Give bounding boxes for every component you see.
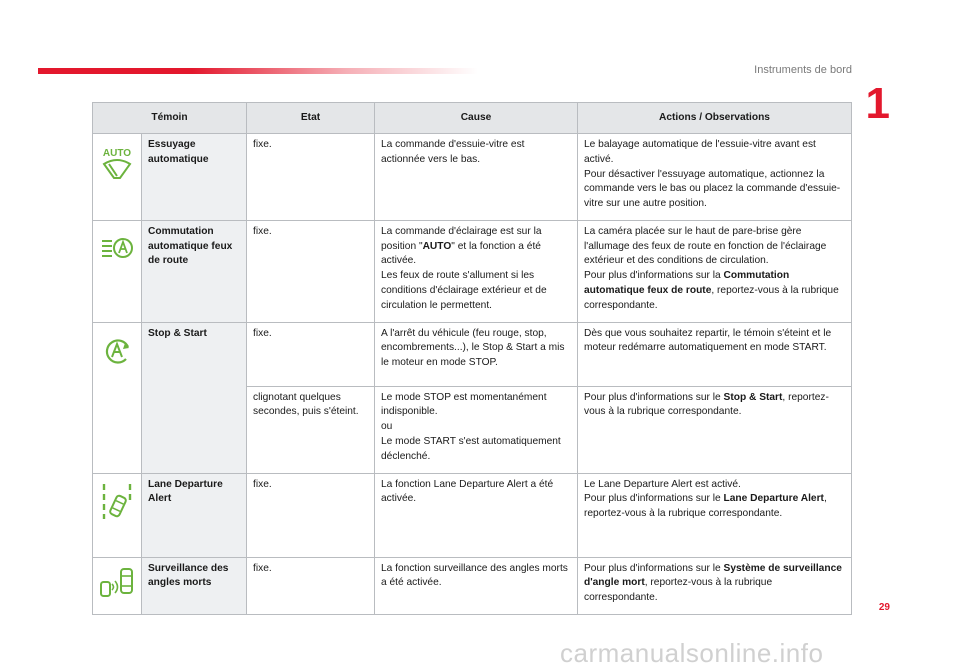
row-state: fixe. — [247, 557, 375, 614]
actions-text: Le Lane Departure Alert est activé. Pour plus d'informations sur le — [584, 478, 741, 505]
actions-text: , reportez-vous à la rubrique correspondante. — [584, 493, 827, 520]
actions-bold: Stop & Start — [723, 391, 783, 403]
header-red-bar — [38, 68, 478, 74]
row-name: Lane Departure Alert — [142, 473, 247, 557]
row-name: Commutation automatique feux de route — [142, 220, 247, 322]
header-cause: Cause — [375, 103, 578, 134]
auto-wiper-icon — [100, 144, 134, 182]
icon-cell — [93, 557, 142, 614]
actions-text: , reportez-vous à la rubrique correspondante. — [584, 577, 773, 604]
row-cause: A l'arrêt du véhicule (feu rouge, stop, encombrements...), le Stop & Start a mis le moteur en mode STOP. — [375, 322, 578, 386]
row-cause — [375, 220, 578, 322]
warning-lights-table — [92, 102, 852, 615]
row-state: fixe. — [247, 134, 375, 221]
actions-text: , reportez-vous à la rubrique correspondante. — [584, 391, 829, 418]
page-number: 29 — [878, 602, 890, 613]
stop-start-icon — [102, 337, 132, 365]
row-name: Stop & Start — [142, 322, 247, 473]
row-cause: La commande d'essuie-vitre est actionnée vers le bas. — [375, 134, 578, 221]
row-state: fixe. — [247, 473, 375, 557]
table-row — [93, 557, 852, 614]
table-row — [93, 220, 852, 322]
actions-bold: Système de surveillance d'angle mort — [584, 562, 842, 589]
row-state: clignotant quelques secondes, puis s'éteint. — [247, 386, 375, 473]
table-row — [93, 134, 852, 221]
cause-bold: AUTO — [422, 240, 452, 252]
chapter-number: 1 — [865, 79, 890, 128]
row-actions: Dès que vous souhaitez repartir, le témoin s'éteint et le moteur redémarre automatiquement en mode START. — [578, 322, 852, 386]
section-title: Instruments de bord — [754, 64, 852, 76]
actions-bold: Lane Departure Alert — [723, 493, 824, 505]
row-cause: Le mode STOP est momentanément indisponible. ou Le mode START s'est automatiquement déclenché. — [375, 386, 578, 473]
row-actions — [578, 386, 852, 473]
row-state: fixe. — [247, 220, 375, 322]
actions-text: , reportez-vous à la rubrique correspondante. — [584, 285, 839, 311]
row-cause: La fonction surveillance des angles morts a été activée. — [375, 557, 578, 614]
icon-cell — [93, 473, 142, 557]
header-temoin: Témoin — [93, 103, 247, 134]
row-name: Essuyage automatique — [142, 134, 247, 221]
watermark: carmanualsonline.info — [560, 638, 824, 668]
row-actions — [578, 473, 852, 557]
header-etat: Etat — [247, 103, 375, 134]
row-name: Surveillance des angles morts — [142, 557, 247, 614]
cause-text: La commande d'éclairage est sur la position " — [381, 225, 542, 252]
auto-wiper-icon-label: AUTO — [102, 148, 132, 159]
row-state: fixe. — [247, 322, 375, 386]
cause-text: " et la fonction a été activée. Les feux de route s'allument si les conditions d'éclairage extérieur et de circulation le permettent. — [381, 240, 547, 311]
row-actions — [578, 557, 852, 614]
row-cause: La fonction Lane Departure Alert a été activée. — [375, 473, 578, 557]
blind-spot-icon — [99, 566, 135, 600]
table-row — [93, 473, 852, 557]
table-row — [93, 322, 852, 386]
table-header-row — [93, 103, 852, 134]
lane-departure-icon — [100, 482, 134, 520]
row-actions — [578, 220, 852, 322]
actions-text: Pour plus d'informations sur le — [584, 562, 724, 574]
actions-bold: Commutation automatique feux de route — [584, 270, 790, 297]
icon-cell — [93, 322, 142, 473]
header-actions: Actions / Observations — [578, 103, 852, 134]
auto-high-beam-icon — [100, 235, 134, 259]
icon-cell — [93, 134, 142, 221]
row-actions: Le balayage automatique de l'essuie-vitre avant est activé. Pour désactiver l'essuyage automatique, actionnez la commande vers le bas ou placez la commande d'essuie-vitre sur une autre position. — [578, 134, 852, 221]
actions-text: Pour plus d'informations sur le — [584, 391, 724, 403]
actions-text: La caméra placée sur le haut de pare-brise gère l'allumage des feux de route en fonction de l'éclairage extérieur et des conditions de circulation. Pour plus d'informations sur la — [584, 225, 827, 282]
icon-cell — [93, 220, 142, 322]
